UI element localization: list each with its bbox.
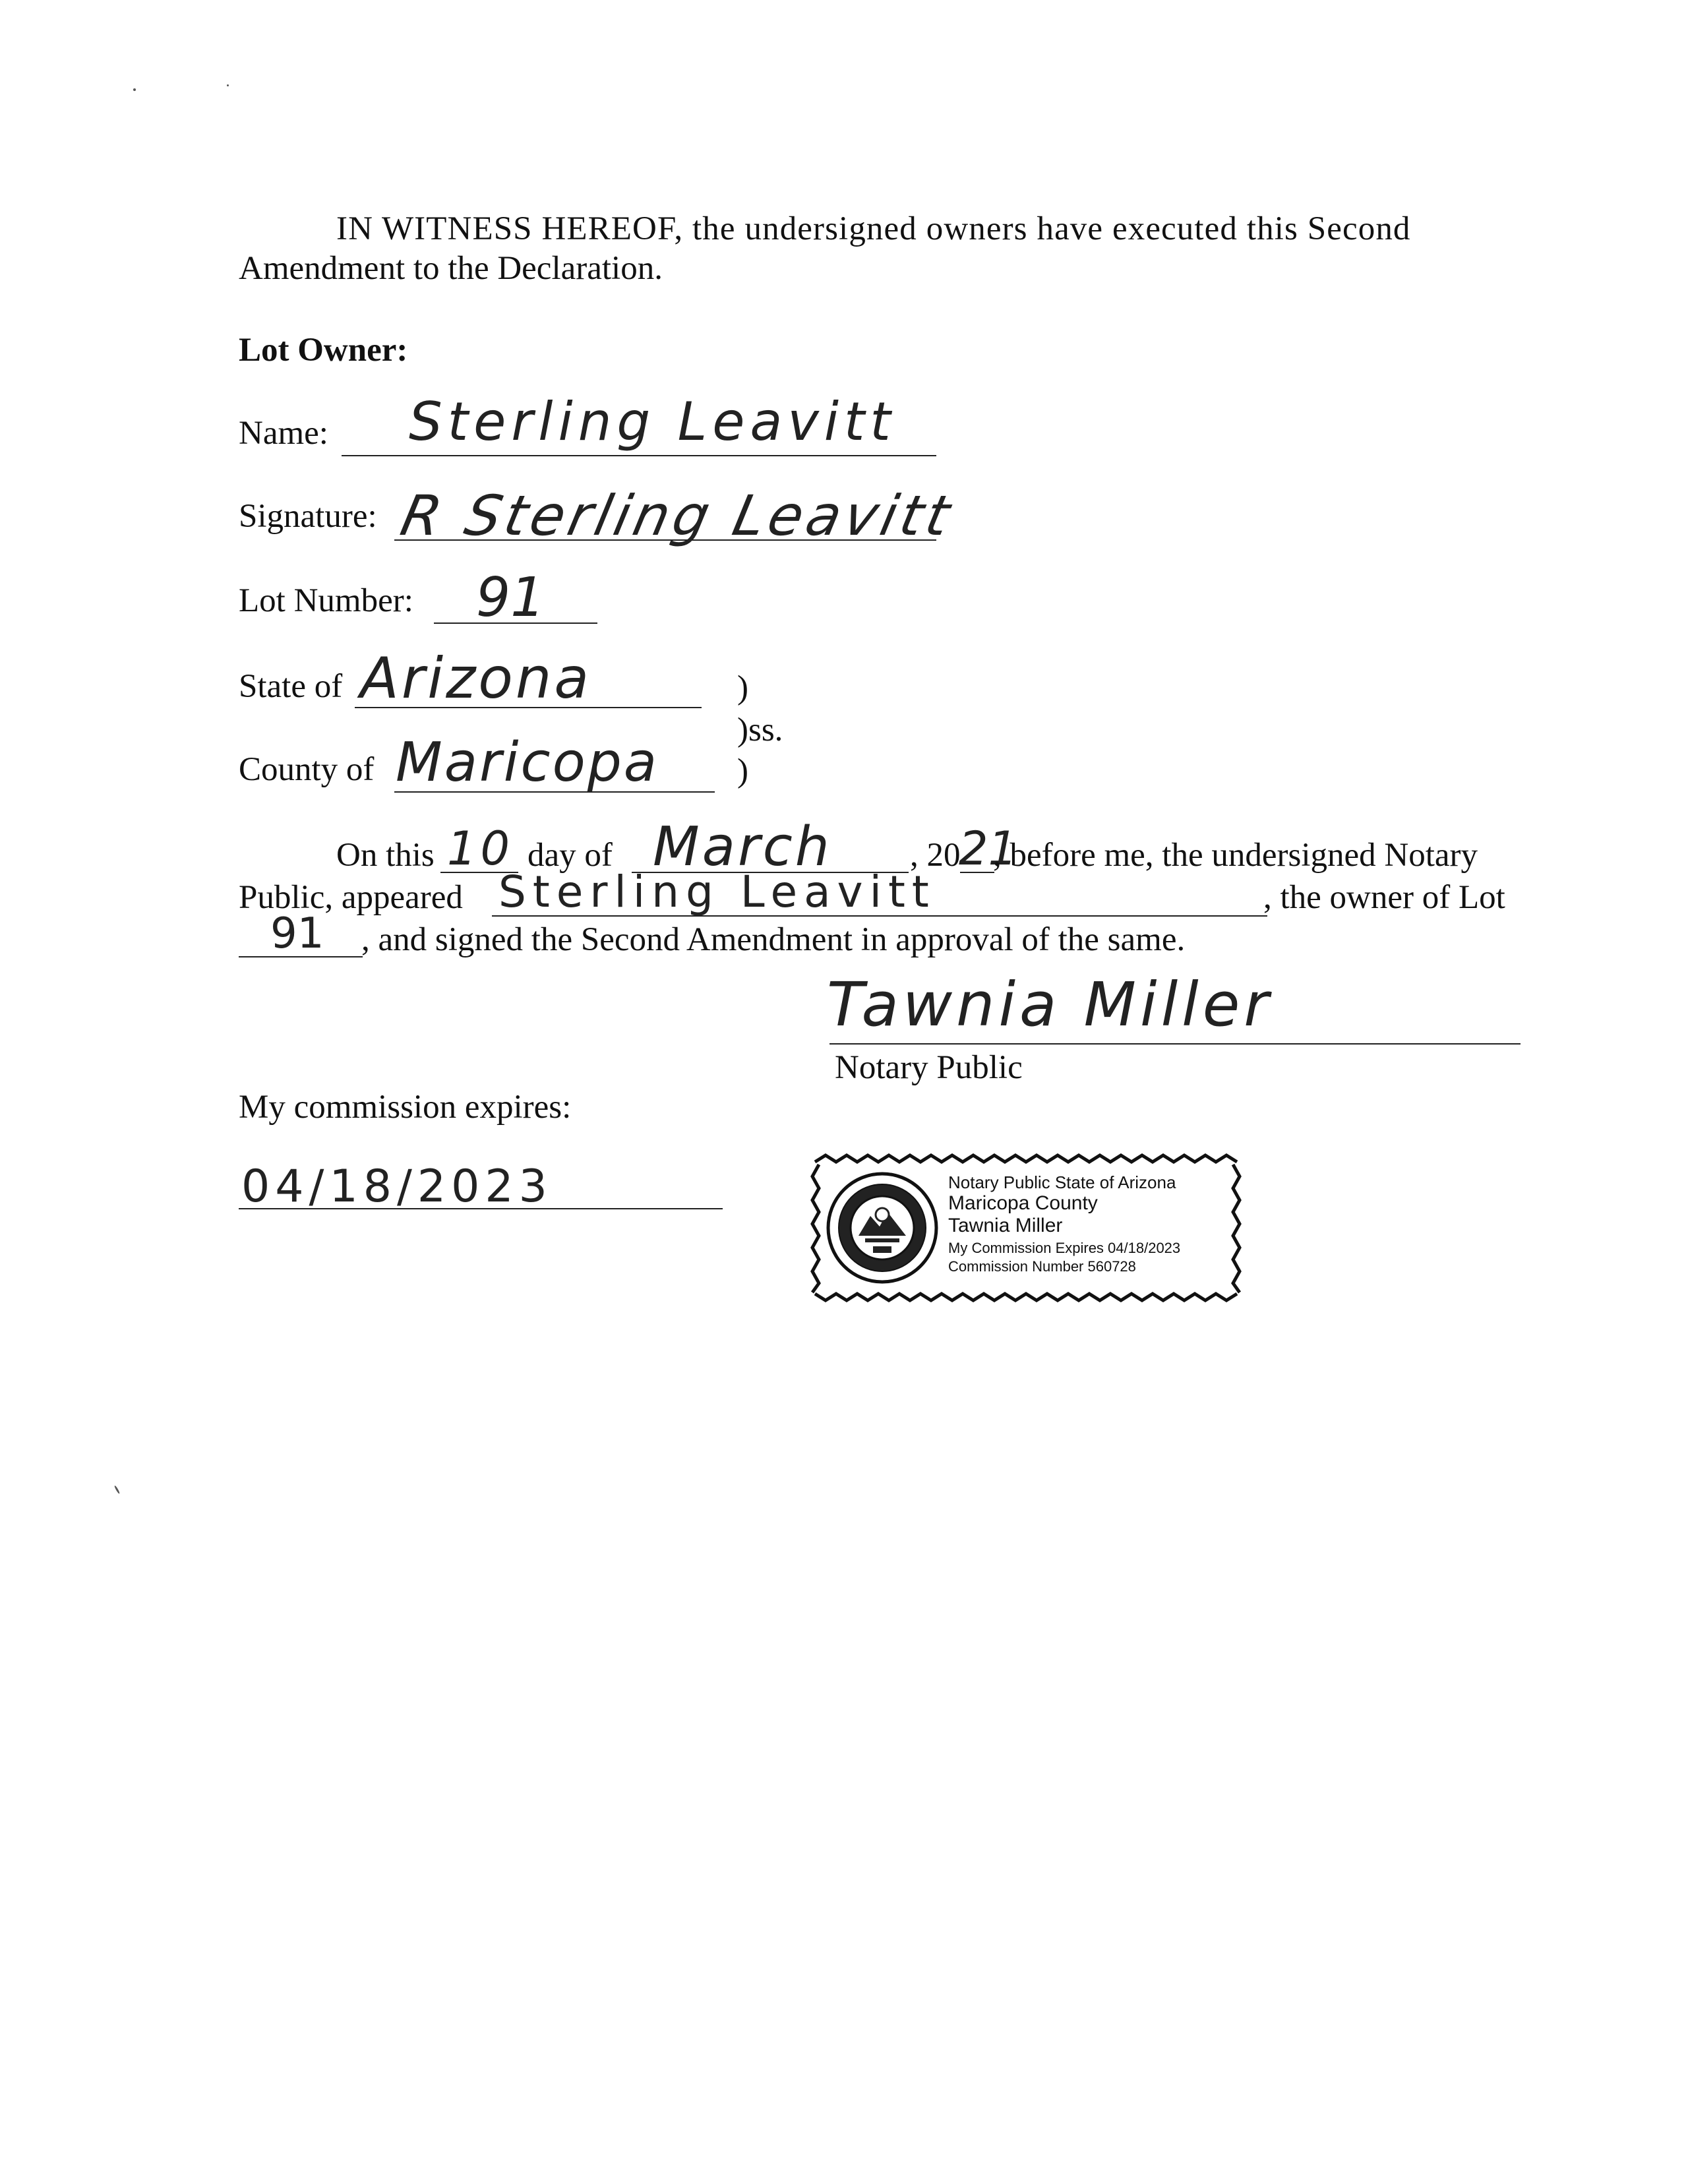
lot-number-handwritten: 91 — [476, 566, 545, 629]
county-label: County of — [239, 751, 375, 788]
scan-speck — [114, 1485, 121, 1494]
stamp-line-5: Commission Number 560728 — [948, 1258, 1136, 1275]
month-handwritten: March — [653, 816, 832, 878]
name-handwritten: Sterling Leavitt — [409, 391, 896, 452]
appeared-handwritten: Sterling Leavitt — [498, 866, 936, 917]
ack-lot-handwritten: 91 — [270, 909, 324, 958]
state-paren: ) — [737, 669, 748, 706]
county-paren: ) — [737, 752, 748, 789]
stamp-line-3: Tawnia Miller — [948, 1215, 1063, 1236]
scan-speck — [133, 88, 136, 91]
stamp-line-2: Maricopa County — [948, 1192, 1098, 1214]
ack-day-of: day of — [528, 837, 613, 874]
ack-year-prefix: , 20 — [910, 837, 961, 874]
ack-public-appeared: Public, appeared — [239, 879, 463, 916]
arizona-seal-icon — [828, 1174, 936, 1282]
state-label: State of — [239, 668, 343, 705]
year-handwritten: 21 — [959, 822, 1018, 876]
commission-handwritten: 04/18/2023 — [241, 1161, 553, 1213]
scan-speck — [227, 84, 229, 86]
ack-before-me: , before me, the undersigned Notary — [993, 837, 1478, 874]
name-field-line — [342, 455, 936, 456]
ack-signed-text: , and signed the Second Amendment in approval of the same. — [361, 921, 1186, 958]
witness-line-2: Amendment to the Declaration. — [239, 250, 663, 287]
county-handwritten: Maricopa — [396, 731, 659, 794]
ack-on-this: On this — [336, 837, 435, 874]
lot-number-label: Lot Number: — [239, 582, 413, 619]
notary-signature-line — [829, 1043, 1521, 1045]
lot-owner-heading: Lot Owner: — [239, 332, 408, 369]
name-label: Name: — [239, 415, 328, 452]
notary-stamp — [810, 1151, 1242, 1304]
notary-public-label: Notary Public — [835, 1049, 1023, 1086]
stamp-line-4: My Commission Expires 04/18/2023 — [948, 1240, 1181, 1256]
ack-owner-of-lot: , the owner of Lot — [1263, 879, 1505, 916]
state-handwritten: Arizona — [360, 646, 592, 712]
signature-label: Signature: — [239, 498, 377, 535]
day-handwritten: 10 — [447, 822, 514, 876]
witness-line-1: IN WITNESS HEREOF, the undersigned owners have executed this Second — [336, 210, 1411, 247]
stamp-line-1: Notary Public State of Arizona — [948, 1172, 1176, 1192]
owner-signature: R Sterling Leavitt — [395, 483, 959, 548]
notary-signature: Tawnia Miller — [827, 969, 1273, 1040]
ss-mark: )ss. — [737, 712, 783, 748]
commission-label: My commission expires: — [239, 1089, 572, 1126]
